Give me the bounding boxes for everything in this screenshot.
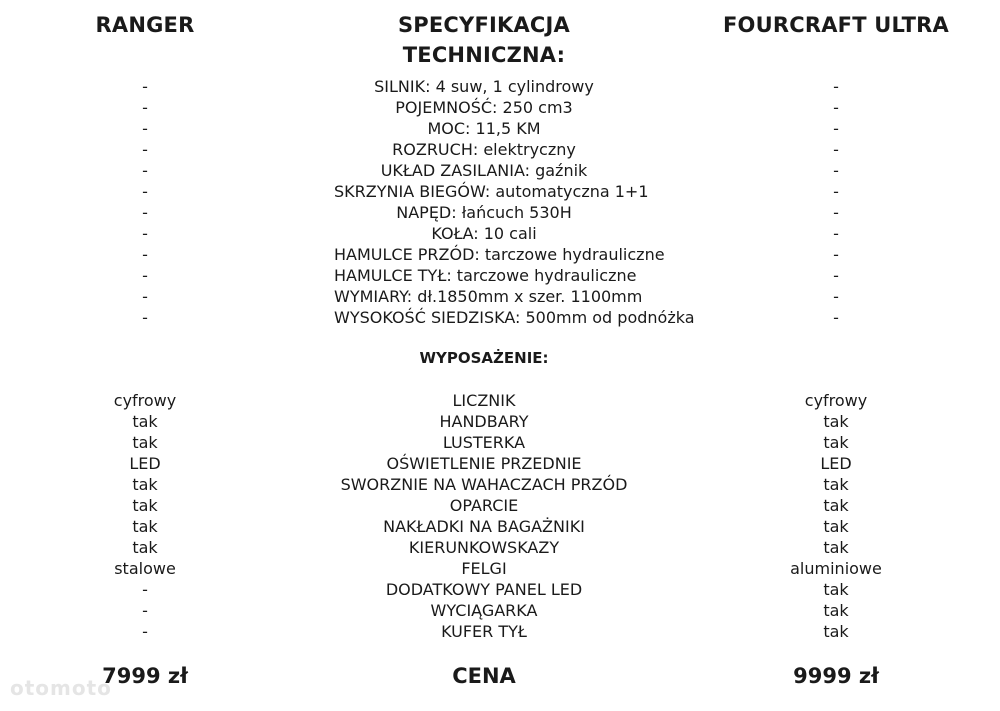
specs-right-cell: - bbox=[833, 161, 839, 180]
specs-label-cell: HAMULCE PRZÓD: tarczowe hydrauliczne bbox=[334, 245, 665, 264]
equipment-label-cell: LUSTERKA bbox=[442, 433, 526, 452]
specs-left-cell: - bbox=[142, 203, 148, 222]
specs-label-cell: KOŁA: 10 cali bbox=[431, 224, 537, 243]
equipment-right-cell: tak bbox=[823, 475, 849, 494]
specs-right-cell: - bbox=[833, 119, 839, 138]
equipment-right-cell: tak bbox=[823, 433, 849, 452]
equipment-left-cell: - bbox=[142, 580, 148, 599]
equipment-left-cell: stalowe bbox=[114, 559, 176, 578]
equipment-right-cell: LED bbox=[820, 454, 852, 473]
price-fourcraft: 9999 zł bbox=[793, 664, 879, 688]
specs-label-cell: MOC: 11,5 KM bbox=[427, 119, 541, 138]
spec-label-column bbox=[334, 76, 695, 328]
equipment-left-cell: - bbox=[142, 622, 148, 641]
equipment-label-cell: OŚWIETLENIE PRZEDNIE bbox=[386, 454, 582, 473]
equipment-label-cell: KIERUNKOWSKAZY bbox=[408, 538, 560, 557]
equipment-right-cell: tak bbox=[823, 622, 849, 641]
equipment-label-cell: WYCIĄGARKA bbox=[430, 601, 538, 620]
specs-label-cell: WYMIARY: dł.1850mm x szer. 1100mm bbox=[334, 287, 643, 306]
spec-left-column bbox=[0, 76, 295, 328]
specs-left-cell: - bbox=[142, 182, 148, 201]
equipment-left-cell: - bbox=[142, 601, 148, 620]
specs-right-cell: - bbox=[833, 245, 839, 264]
equipment-label-cell: LICZNIK bbox=[452, 391, 516, 410]
equipment-label-cell: FELGI bbox=[461, 559, 507, 578]
specs-right-cell: - bbox=[833, 182, 839, 201]
equipment-label-cell: SWORZNIE NA WAHACZACH PRZÓD bbox=[340, 475, 628, 494]
equipment-right-cell: tak bbox=[823, 601, 849, 620]
equipment-right-cell: tak bbox=[823, 496, 849, 515]
equipment-left-cell: tak bbox=[132, 433, 158, 452]
equipment-right-cell: tak bbox=[823, 517, 849, 536]
header-spec: SPECYFIKACJA TECHNICZNA: bbox=[397, 13, 571, 67]
equipment-right-cell: tak bbox=[823, 412, 849, 431]
header-fourcraft: FOURCRAFT ULTRA bbox=[723, 13, 949, 37]
equipment-left-cell: tak bbox=[132, 412, 158, 431]
spec-right-column bbox=[686, 76, 986, 328]
specs-right-cell: - bbox=[833, 77, 839, 96]
equipment-left-column bbox=[0, 390, 295, 642]
price-ranger: 7999 zł bbox=[102, 664, 188, 688]
equipment-right-cell: tak bbox=[823, 538, 849, 557]
equipment-right-cell: tak bbox=[823, 580, 849, 599]
specs-right-cell: - bbox=[833, 140, 839, 159]
specs-right-cell: - bbox=[833, 224, 839, 243]
equipment-label-column bbox=[334, 390, 634, 642]
equipment-left-cell: tak bbox=[132, 538, 158, 557]
specs-label-cell: NAPĘD: łańcuch 530H bbox=[396, 203, 572, 222]
specs-left-cell: - bbox=[142, 287, 148, 306]
specs-label-cell: SILNIK: 4 suw, 1 cylindrowy bbox=[374, 77, 594, 96]
specs-right-cell: - bbox=[833, 266, 839, 285]
specs-left-cell: - bbox=[142, 224, 148, 243]
specs-left-cell: - bbox=[142, 98, 148, 117]
equipment-label-cell: KUFER TYŁ bbox=[441, 622, 527, 641]
specs-label-cell: POJEMNOŚĆ: 250 cm3 bbox=[395, 98, 573, 117]
specs-label-cell: HAMULCE TYŁ: tarczowe hydrauliczne bbox=[334, 266, 637, 285]
equipment-left-cell: tak bbox=[132, 475, 158, 494]
equipment-right-cell: aluminiowe bbox=[790, 559, 882, 578]
specs-label-cell: ROZRUCH: elektryczny bbox=[392, 140, 576, 159]
specs-label-cell: UKŁAD ZASILANIA: gaźnik bbox=[380, 161, 588, 180]
specs-label-cell: WYSOKOŚĆ SIEDZISKA: 500mm od podnóżka bbox=[334, 308, 695, 327]
specs-right-cell: - bbox=[833, 287, 839, 306]
price-label: CENA bbox=[452, 664, 516, 688]
equipment-left-cell: LED bbox=[129, 454, 161, 473]
specs-right-cell: - bbox=[833, 98, 839, 117]
specs-left-cell: - bbox=[142, 140, 148, 159]
equipment-left-cell: tak bbox=[132, 496, 158, 515]
specs-left-cell: - bbox=[142, 161, 148, 180]
specs-left-cell: - bbox=[142, 77, 148, 96]
equipment-label-cell: NAKŁADKI NA BAGAŻNIKI bbox=[383, 517, 585, 536]
equipment-left-cell: cyfrowy bbox=[113, 391, 177, 410]
equipment-label-cell: OPARCIE bbox=[449, 496, 519, 515]
specs-label-cell: SKRZYNIA BIEGÓW: automatyczna 1+1 bbox=[334, 182, 649, 201]
specs-left-cell: - bbox=[142, 266, 148, 285]
specs-left-cell: - bbox=[142, 245, 148, 264]
watermark: otomoto bbox=[10, 676, 112, 700]
equipment-right-column bbox=[686, 390, 986, 642]
specs-left-cell: - bbox=[142, 119, 148, 138]
equipment-title: WYPOSAŻENIE: bbox=[419, 349, 549, 367]
header-ranger: RANGER bbox=[95, 13, 195, 37]
specs-right-cell: - bbox=[833, 308, 839, 327]
equipment-label-cell: HANDBARY bbox=[439, 412, 529, 431]
equipment-right-cell: cyfrowy bbox=[804, 391, 868, 410]
equipment-left-cell: tak bbox=[132, 517, 158, 536]
specs-right-cell: - bbox=[833, 203, 839, 222]
equipment-label-cell: DODATKOWY PANEL LED bbox=[385, 580, 583, 599]
specs-left-cell: - bbox=[142, 308, 148, 327]
